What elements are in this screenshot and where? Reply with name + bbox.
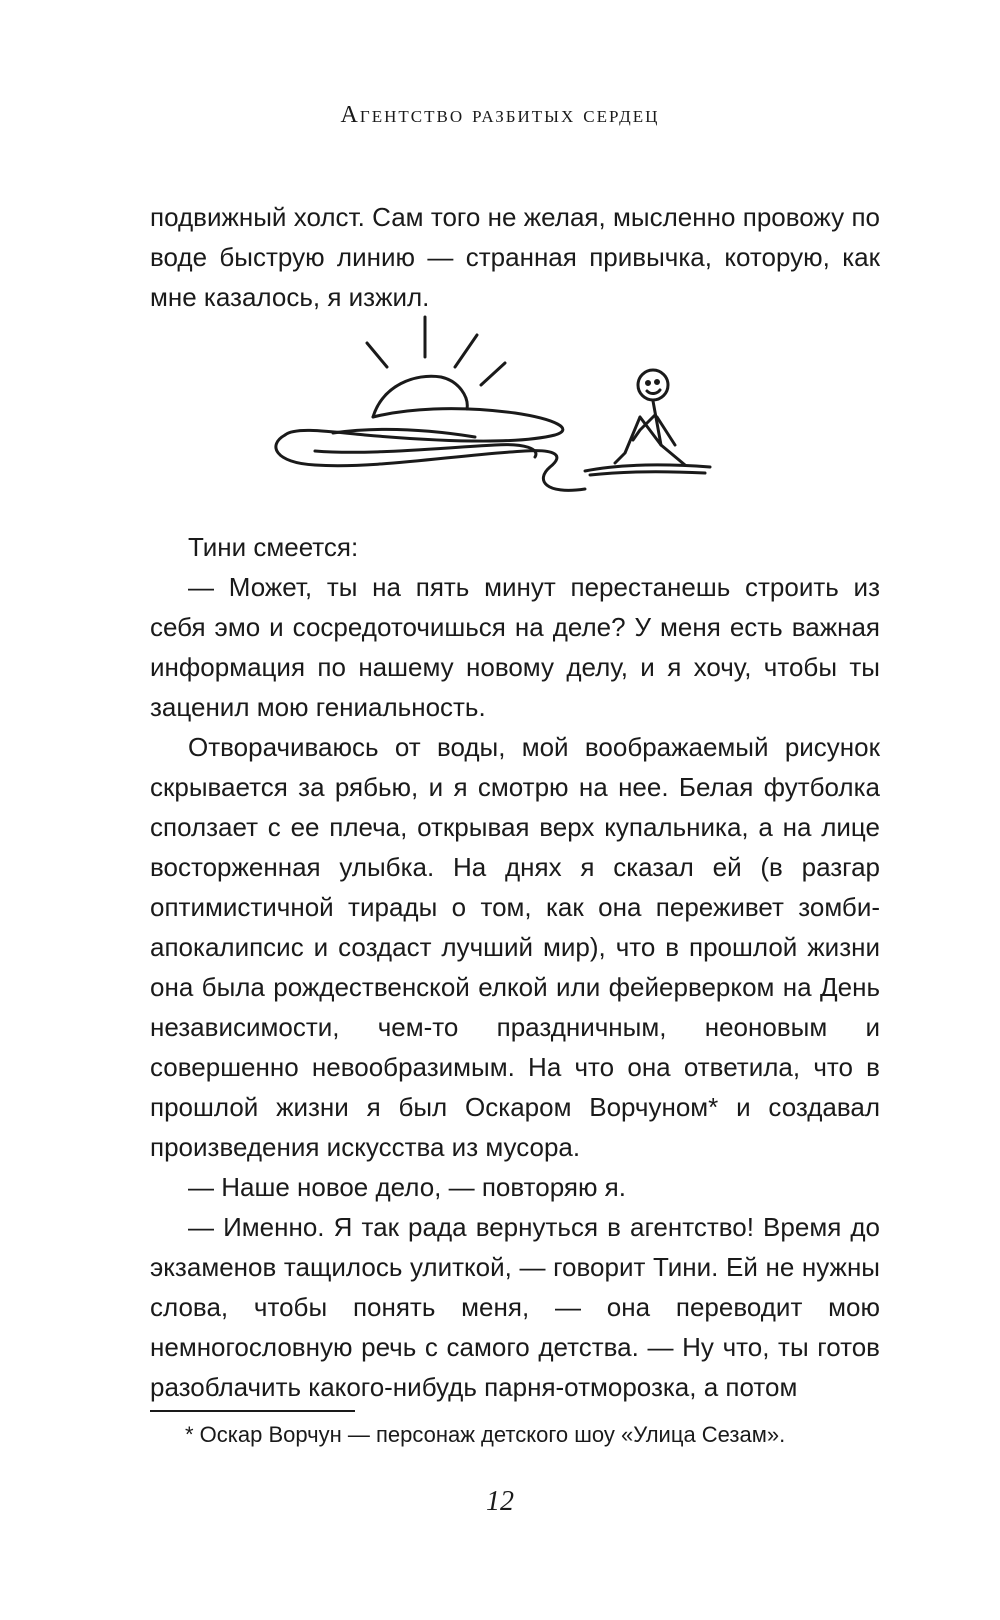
paragraph: — Наше новое дело, — повторяю я.: [188, 1172, 626, 1202]
paragraph: — Может, ты на пять минут перестанешь строить из себя эмо и сосредоточишься на деле? У меня есть важная информация по нашему новому делу, и я хочу, чтобы ты заценил мою гениальность.: [150, 572, 880, 722]
text-block-main: [150, 527, 880, 1407]
paragraph: Отворачиваюсь от воды, мой воображаемый рисунок скрывается за рябью, и я смотрю на нее. Белая футболка сползает с ее плеча, открывая верх купальника, а на лице восторженная улыбка. На днях я сказал ей (в разгар оптимистичной тирады о том, как она переживет зомби-апокалипсис и создаст лучший мир), что в прошлой жизни она была рождественской елкой или фейерверком на День независимости, чем-то праздничным, неоновым и совершенно невообразимым. На что она ответила, что в прошлой жизни я был Оскаром Ворчуном* и создавал произведения искусства из мусора.: [150, 732, 880, 1162]
running-title: Агентство разбитых сердец: [340, 102, 660, 128]
footnote-divider: [150, 1410, 355, 1412]
paragraph: Тини смеется:: [188, 532, 359, 562]
footnote: * Оскар Ворчун — персонаж детского шоу «Улица Сезам».: [185, 1422, 786, 1447]
page-number: 12: [486, 1486, 514, 1517]
paragraph: — Именно. Я так рада вернуться в агентство! Время до экзаменов тащилось улиткой, — говорит Тини. Ей не нужны слова, чтобы понять меня, — она переводит мою немногословную речь с самого детства. — Ну что, ты готов разоблачить какого-нибудь парня-отморозка, а потом: [150, 1212, 880, 1402]
text-block-top: [150, 197, 880, 317]
paragraph: подвижный холст. Сам того не желая, мысленно провожу по воде быструю линию — странная привычка, которую, как мне казалось, я изжил.: [150, 202, 880, 312]
sunset-stick-figure-drawing-icon: [255, 305, 725, 505]
